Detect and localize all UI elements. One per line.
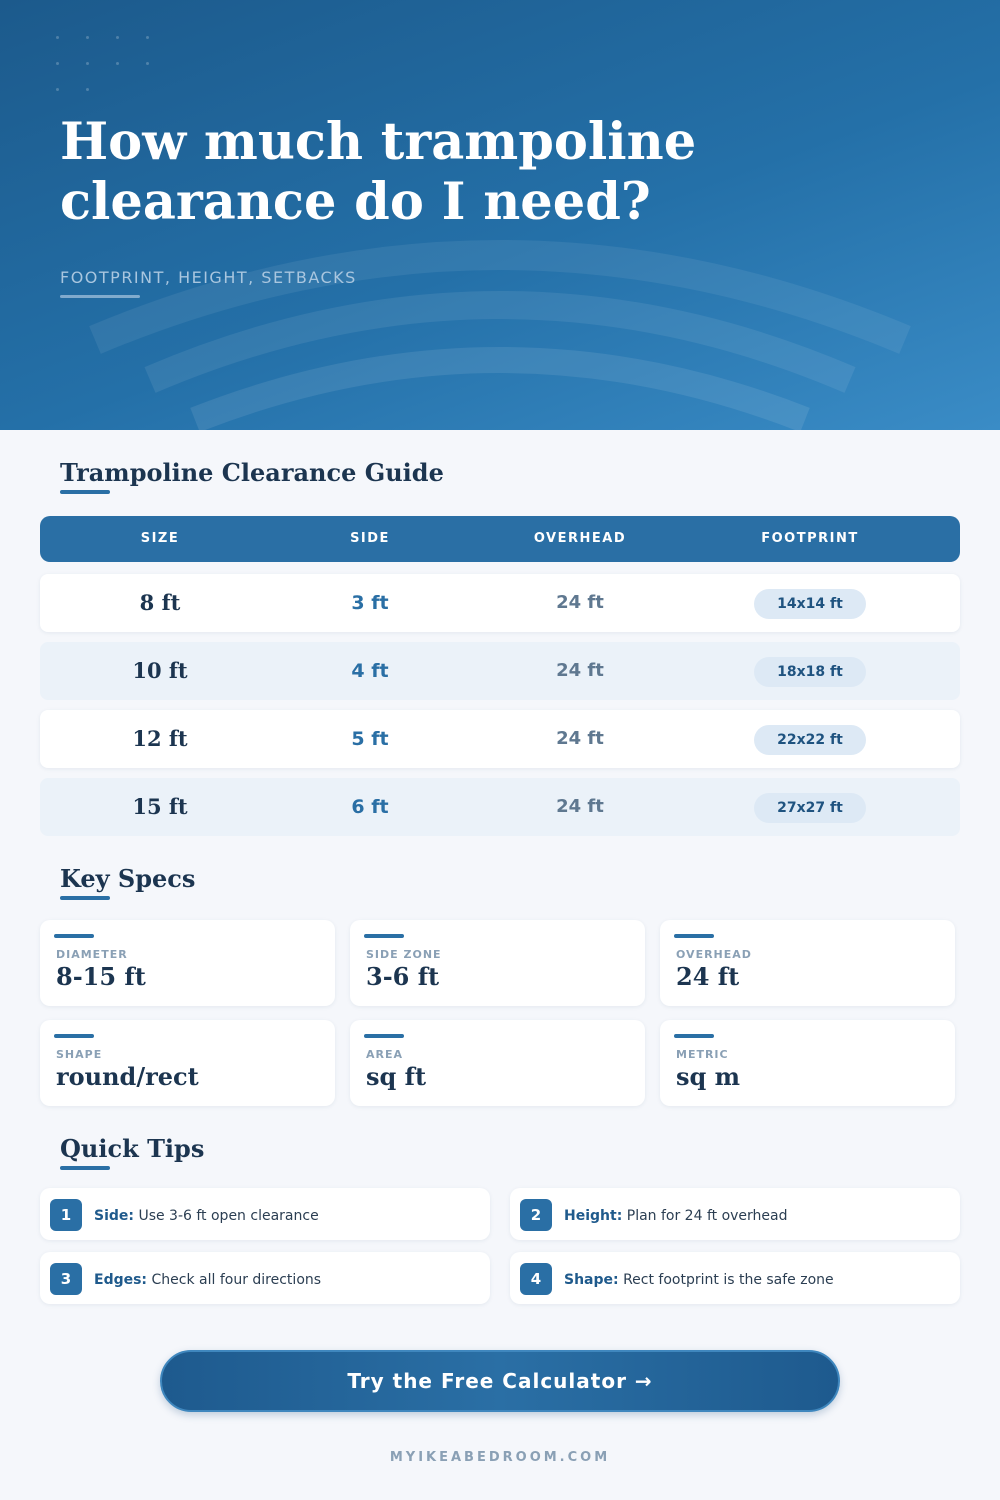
guide-section-underline [60, 490, 110, 494]
cell-footprint [754, 642, 866, 700]
subtitle-underline [60, 295, 140, 298]
tips-section-title: Quick Tips [60, 1134, 205, 1163]
header-overhead: OVERHEAD [533, 531, 627, 546]
page-subtitle: FOOTPRINT, HEIGHT, SETBACKS [60, 268, 357, 287]
cell-size: 12 ft [132, 726, 188, 751]
cell-size: 15 ft [132, 794, 188, 819]
table-header [40, 516, 960, 562]
spec-value: round/rect [56, 1062, 199, 1091]
footprint-badge: 27x27 ft [754, 793, 866, 823]
table-row [40, 642, 960, 700]
cell-side: 4 ft [351, 660, 389, 682]
spec-label: DIAMETER [56, 948, 128, 961]
spec-accent-bar [54, 1034, 94, 1038]
tip-body: Use 3-6 ft open clearance [138, 1208, 319, 1224]
cell-overhead: 24 ft [556, 592, 604, 613]
spec-card-metric [660, 1020, 955, 1106]
table-row [40, 778, 960, 836]
spec-value: 3-6 ft [366, 962, 440, 991]
spec-value: sq m [676, 1062, 741, 1091]
header-footprint: FOOTPRINT [761, 531, 859, 546]
specs-section-underline [60, 896, 110, 900]
cell-footprint [754, 710, 866, 768]
spec-accent-bar [364, 1034, 404, 1038]
spec-card-diameter [40, 920, 335, 1006]
spec-value: 24 ft [676, 962, 740, 991]
tip-card [40, 1188, 490, 1240]
tips-section-underline [60, 1166, 110, 1170]
spec-card-shape [40, 1020, 335, 1106]
spec-accent-bar [364, 934, 404, 938]
tip-number-badge: 3 [50, 1263, 82, 1295]
title-line-1: How much trampoline [60, 112, 697, 172]
tip-number-badge: 2 [520, 1199, 552, 1231]
cell-side: 3 ft [351, 592, 389, 614]
tip-body: Plan for 24 ft overhead [626, 1208, 788, 1224]
tip-label: Shape: [564, 1272, 619, 1288]
tip-text [94, 1252, 321, 1304]
cell-side: 6 ft [351, 796, 389, 818]
tip-card [510, 1188, 960, 1240]
cell-footprint [754, 778, 866, 836]
footprint-badge: 14x14 ft [754, 589, 866, 619]
tip-card [40, 1252, 490, 1304]
page-title [60, 112, 820, 232]
footprint-badge: 18x18 ft [754, 657, 866, 687]
cell-side: 5 ft [351, 728, 389, 750]
guide-section-title: Trampoline Clearance Guide [60, 458, 444, 487]
cell-footprint [754, 574, 866, 632]
cell-size: 10 ft [132, 658, 188, 683]
hero-banner [0, 0, 1000, 430]
spec-card-overhead [660, 920, 955, 1006]
tip-text [564, 1252, 834, 1304]
header-size: SIZE [140, 531, 180, 546]
table-row [40, 710, 960, 768]
spec-accent-bar [54, 934, 94, 938]
spec-label: AREA [366, 1048, 404, 1061]
cell-overhead: 24 ft [556, 660, 604, 681]
tip-body: Check all four directions [151, 1272, 322, 1288]
tip-text [94, 1188, 319, 1240]
tip-card [510, 1252, 960, 1304]
tip-number-badge: 4 [520, 1263, 552, 1295]
spec-label: OVERHEAD [676, 948, 752, 961]
tip-label: Edges: [94, 1272, 148, 1288]
spec-card-side-zone [350, 920, 645, 1006]
spec-label: SIDE ZONE [366, 948, 442, 961]
tip-label: Height: [564, 1208, 623, 1224]
footprint-badge: 22x22 ft [754, 725, 866, 755]
footer-site-link[interactable]: MYIKEABEDROOM.COM [389, 1450, 611, 1465]
spec-card-area [350, 1020, 645, 1106]
header-side: SIDE [350, 531, 390, 546]
free-calculator-button[interactable]: Try the Free Calculator → [160, 1350, 840, 1412]
title-line-2: clearance do I need? [60, 172, 651, 232]
table-row [40, 574, 960, 632]
spec-label: METRIC [676, 1048, 729, 1061]
cell-size: 8 ft [139, 590, 181, 615]
cell-overhead: 24 ft [556, 728, 604, 749]
spec-value: sq ft [366, 1062, 427, 1091]
tip-number-badge: 1 [50, 1199, 82, 1231]
tip-body: Rect footprint is the safe zone [623, 1272, 834, 1288]
spec-accent-bar [674, 1034, 714, 1038]
tip-text [564, 1188, 788, 1240]
spec-value: 8-15 ft [56, 962, 146, 991]
specs-section-title: Key Specs [60, 864, 196, 893]
spec-label: SHAPE [56, 1048, 103, 1061]
cell-overhead: 24 ft [556, 796, 604, 817]
tip-label: Side: [94, 1208, 134, 1224]
spec-accent-bar [674, 934, 714, 938]
